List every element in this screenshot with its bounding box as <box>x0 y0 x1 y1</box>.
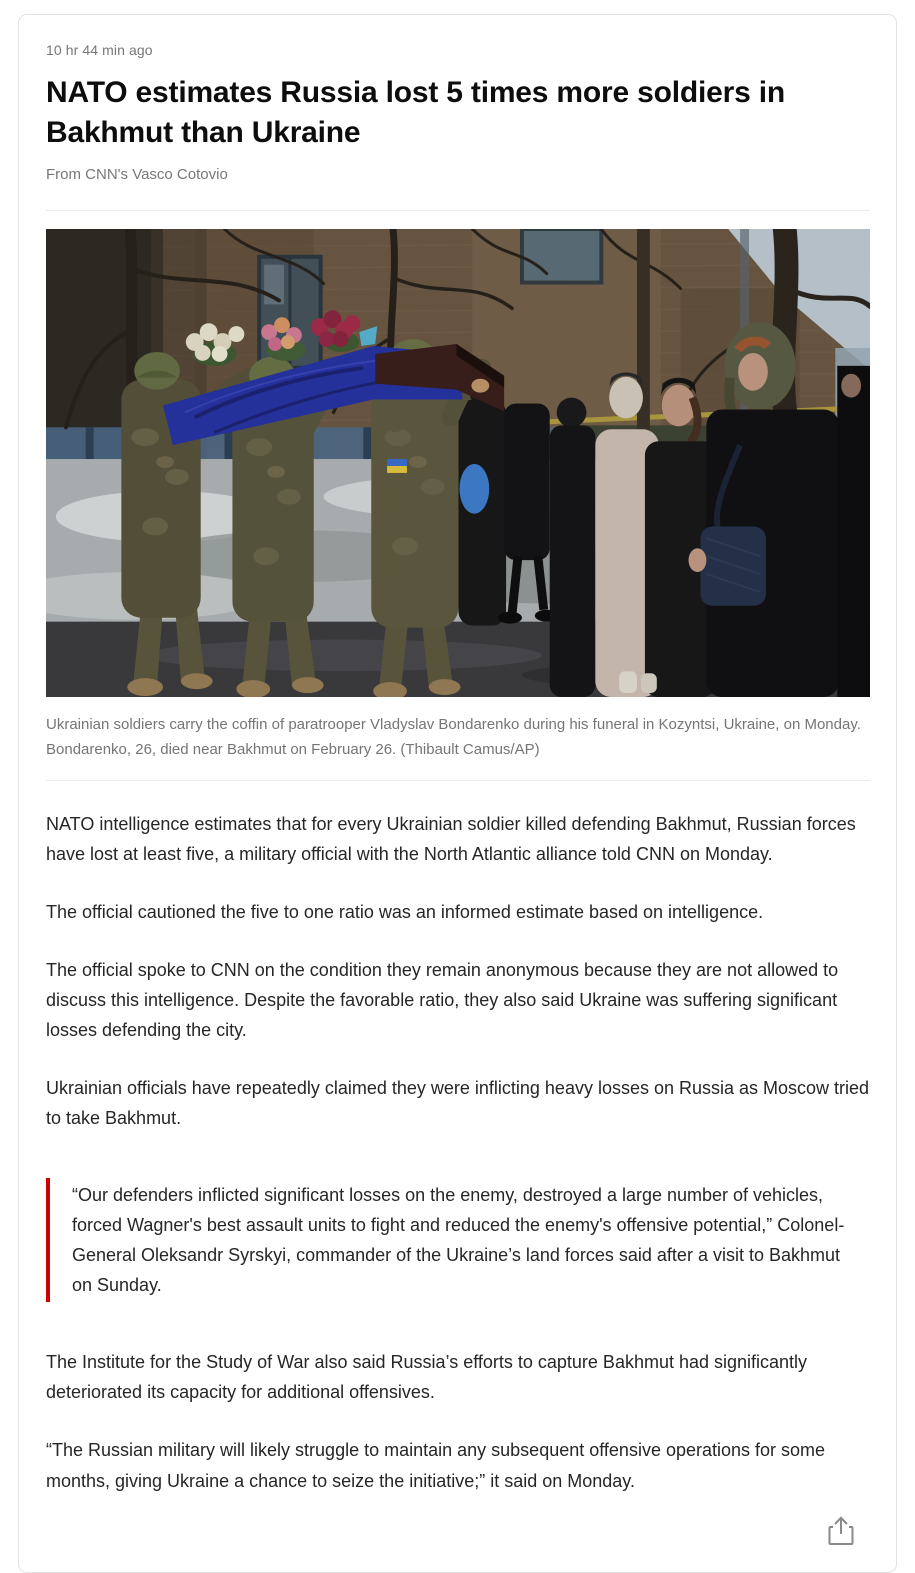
funeral-photo-illustration <box>46 229 870 697</box>
page <box>0 14 915 1531</box>
share-row <box>46 1514 870 1548</box>
article-body <box>46 809 870 1496</box>
post-timestamp: 10 hr 44 min ago <box>46 42 153 58</box>
article-photo <box>46 229 870 763</box>
share-button[interactable] <box>826 1514 856 1548</box>
photo-caption: Ukrainian soldiers carry the coffin of paratrooper Vladyslav Bondarenko during his funeral in Kozyntsi, Ukraine, on Monday. Bondarenko, 26, died near Bakhmut on February 26. (Thibault Camus/AP) <box>46 715 861 759</box>
paragraph: The official cautioned the five to one ratio was an informed estimate based on intelligence. <box>46 901 764 922</box>
paragraph: The Institute for the Study of War also said Russia’s efforts to capture Bakhmut had significantly deteriorated its capacity for additional offensives. <box>46 1352 808 1403</box>
header-divider <box>46 210 870 211</box>
caption-divider <box>46 780 870 781</box>
share-icon <box>828 1516 854 1546</box>
live-story-post-card <box>18 14 897 1573</box>
pull-quote: “Our defenders inflicted significant losses on the enemy, destroyed a large number of vehicles, forced Wagner's best assault units to fight and reduced the enemy's offensive potential,” Colonel-General Oleksandr Syrskyi, commander of the Ukraine’s land forces said after a visit to Bakhmut on Sunday. <box>46 1178 870 1302</box>
post-headline: NATO estimates Russia lost 5 times more soldiers in Bakhmut than Ukraine <box>46 76 785 149</box>
paragraph: “The Russian military will likely struggle to maintain any subsequent offensive operations for some months, giving Ukraine a chance to seize the initiative;” it said on Monday. <box>46 1440 826 1491</box>
paragraph: The official spoke to CNN on the condition they remain anonymous because they are not allowed to discuss this intelligence. Despite the favorable ratio, they also said Ukraine was suffering significant losses defending the city. <box>46 959 839 1041</box>
paragraph: Ukrainian officials have repeatedly claimed they were inflicting heavy losses on Russia as Moscow tried to take Bakhmut. <box>46 1078 870 1129</box>
paragraph: NATO intelligence estimates that for every Ukrainian soldier killed defending Bakhmut, Russian forces have lost at least five, a military official with the North Atlantic alliance told CNN on Monday. <box>46 813 856 864</box>
post-byline: From CNN's Vasco Cotovio <box>46 165 228 183</box>
